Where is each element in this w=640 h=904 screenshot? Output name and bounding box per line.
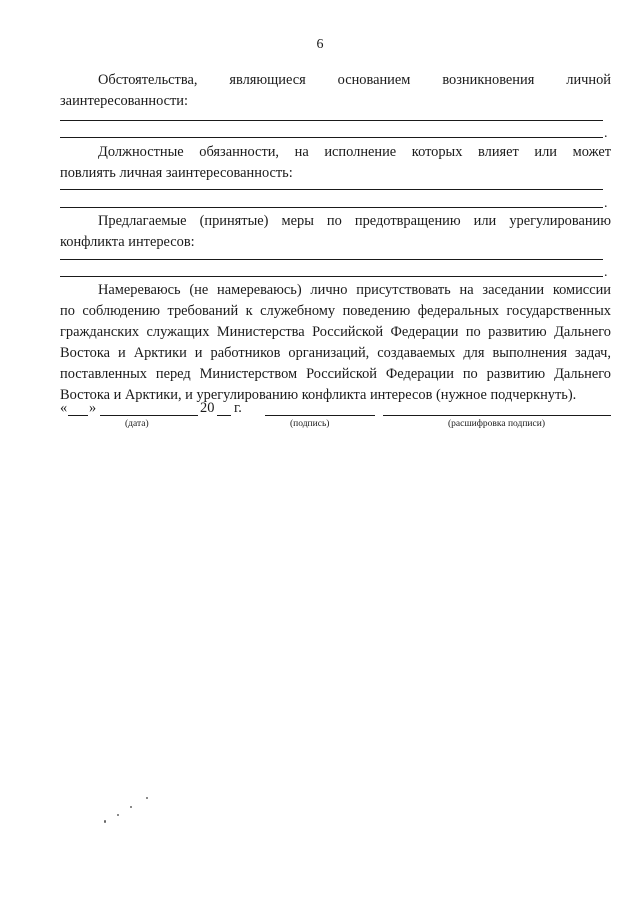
paragraph-first-line: Обстоятельства, являющиеся основанием возникновения личной xyxy=(98,72,611,88)
signature-row xyxy=(60,400,620,420)
fill-in-line[interactable] xyxy=(60,189,603,190)
open-quote: « xyxy=(60,400,68,416)
scan-speck xyxy=(130,806,132,808)
fill-in-line[interactable] xyxy=(60,120,603,121)
fill-in-line[interactable] xyxy=(60,259,603,260)
line-terminator: . xyxy=(604,126,608,141)
paragraph-circumstances xyxy=(60,70,611,112)
paragraph-intention xyxy=(60,280,611,406)
decoding-caption: (расшифровка подписи) xyxy=(448,419,545,429)
page-number: 6 xyxy=(316,37,324,52)
scan-speck xyxy=(146,797,148,799)
signature-field[interactable] xyxy=(265,415,375,416)
paragraph-continuation: конфликта интересов: xyxy=(60,234,195,250)
paragraph-duties xyxy=(60,142,611,184)
paragraph-first-line: Должностные обязанности, на исполнение которых влияет или может xyxy=(98,144,611,160)
date-caption: (дата) xyxy=(125,419,149,429)
scan-speck xyxy=(104,820,106,823)
scan-speck xyxy=(117,814,119,816)
year-prefix: 20 xyxy=(200,400,215,416)
paragraph-first-line: Предлагаемые (принятые) меры по предотвращению или урегулированию xyxy=(98,213,611,229)
fill-in-line[interactable] xyxy=(60,207,603,208)
fill-in-line[interactable] xyxy=(60,276,603,277)
line-terminator: . xyxy=(604,196,608,211)
paragraph-continuation: заинтересованности: xyxy=(60,93,188,109)
line-terminator: . xyxy=(604,265,608,280)
paragraph-measures xyxy=(60,211,611,253)
fill-in-line[interactable] xyxy=(60,137,603,138)
month-field[interactable] xyxy=(100,415,198,416)
signature-decoding-field[interactable] xyxy=(383,415,611,416)
year-suffix: г. xyxy=(234,400,242,416)
paragraph-continuation: повлиять личная заинтересованность: xyxy=(60,165,293,181)
year-field[interactable] xyxy=(217,415,231,416)
close-quote: » xyxy=(89,400,97,416)
signature-caption: (подпись) xyxy=(290,419,330,429)
day-field[interactable] xyxy=(68,415,88,416)
paragraph-continuation: по соблюдению требований к служебному поведению федеральных государственных гражданских служащих Министерства Российской Федерации по развитию Дальнего Востока и Арктики и работников организаций, создаваемых для выполнения задач, поставленных перед Министерством Российской Федерации по развитию Дальнего Востока и Арктики, и урегулированию конфликта интересов (нужное подчеркнуть). xyxy=(60,303,611,403)
paragraph-first-line: Намереваюсь (не намереваюсь) лично присутствовать на заседании комиссии xyxy=(98,282,611,298)
